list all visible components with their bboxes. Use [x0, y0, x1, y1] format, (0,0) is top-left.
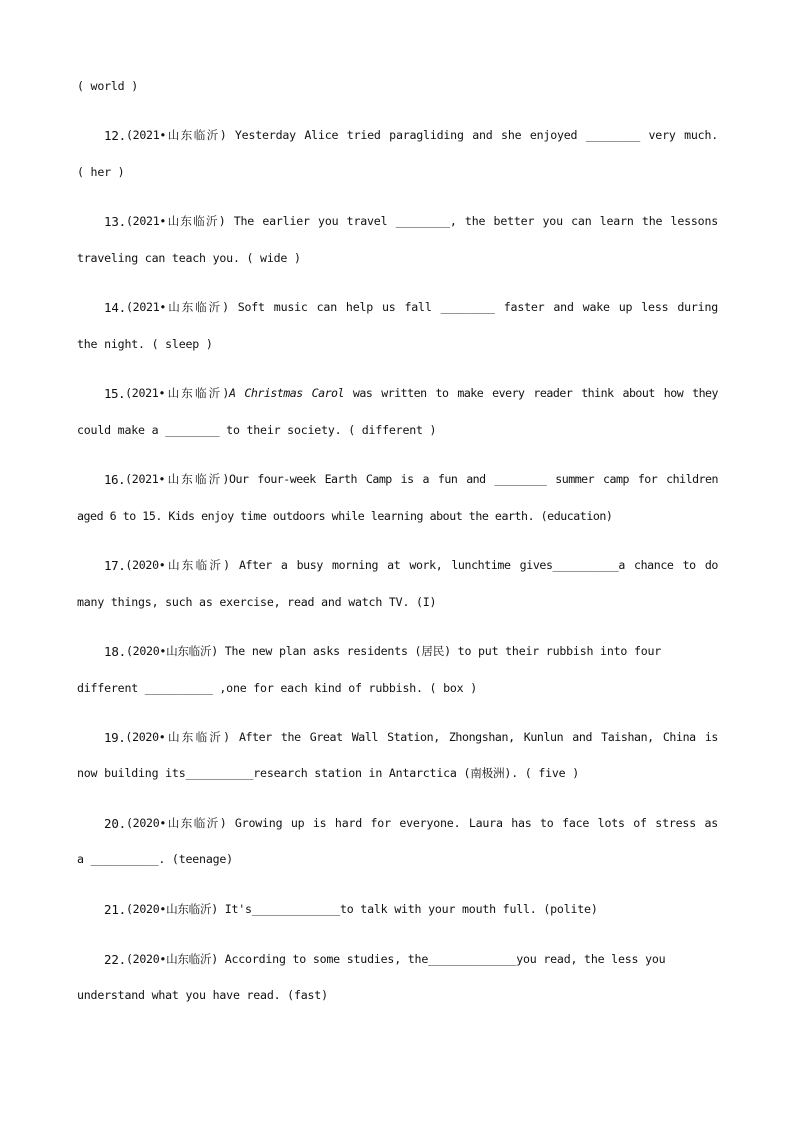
question-17-line-2: many things, such as exercise, read and watch TV. (I) — [77, 595, 437, 609]
question-20-line-1 — [77, 815, 718, 831]
question-source: (2021•山东临沂) — [125, 128, 227, 142]
question-text: The earlier you travel ________, the better you can learn the lessons — [233, 214, 719, 228]
question-text: Growing up is hard for everyone. Laura has to face lots of stress as — [234, 816, 719, 830]
question-20-line-2: a __________. (teenage) — [77, 852, 233, 866]
question-12-line-1 — [77, 127, 718, 143]
question-18-line-1 — [77, 643, 707, 659]
question-16-line-1 — [77, 471, 718, 487]
question-number: 13. — [104, 214, 126, 229]
question-text: Soft music can help us fall ________ faster and wake up less during — [237, 300, 719, 314]
question-source: (2020•山东临沂) — [125, 902, 218, 916]
question-source: (2020•山东临沂) — [125, 730, 230, 744]
question-19-line-2: now building its__________research station in Antarctica (南极洲). ( five ) — [77, 766, 580, 780]
question-21-line-1 — [77, 901, 718, 917]
question-source: (2021•山东临沂) — [125, 300, 229, 314]
question-16-line-2: aged 6 to 15. Kids enjoy time outdoors while learning about the earth. (education) — [77, 509, 613, 523]
question-22-line-2: understand what you have read. (fast) — [77, 988, 328, 1002]
question-17-line-1 — [77, 557, 718, 573]
question-number: 20. — [104, 816, 126, 831]
book-title: A Christmas Carol — [229, 386, 345, 400]
question-13-line-2: traveling can teach you. ( wide ) — [77, 251, 301, 265]
question-text: Our four-week Earth Camp is a fun and ________ summer camp for children — [229, 472, 718, 486]
question-number: 12. — [104, 128, 126, 143]
question-source: (2021•山东临沂) — [125, 214, 226, 228]
question-source: (2020•山东临沂) — [125, 644, 218, 658]
question-number: 18. — [104, 644, 126, 659]
question-13-line-1 — [77, 213, 718, 229]
question-18-line-2: different __________ ,one for each kind of rubbish. ( box ) — [77, 681, 478, 695]
question-text: It's_____________to talk with your mouth full. (polite) — [224, 902, 598, 916]
question-14-line-2: the night. ( sleep ) — [77, 337, 213, 351]
question-19-line-1 — [77, 729, 718, 745]
question-12-line-2: ( her ) — [77, 165, 125, 179]
question-number: 19. — [104, 730, 126, 745]
question-number: 22. — [104, 952, 126, 967]
question-text: After the Great Wall Station, Zhongshan, Kunlun and Taishan, China is — [238, 730, 718, 744]
question-text: The new plan asks residents (居民) to put their rubbish into four — [224, 644, 662, 658]
question-text: was written to make every reader think about how they — [352, 386, 719, 400]
question-22-line-1 — [77, 951, 707, 967]
question-text: After a busy morning at work, lunchtime gives__________a chance to do — [238, 558, 718, 572]
question-source: (2020•山东临沂) — [125, 952, 218, 966]
question-number: 21. — [104, 902, 126, 917]
question-text: Yesterday Alice tried paragliding and she enjoyed ________ very much. — [234, 128, 719, 142]
question-number: 15. — [104, 386, 126, 401]
question-number: 14. — [104, 300, 126, 315]
question-source: (2020•山东临沂) — [125, 816, 227, 830]
question-text: According to some studies, the_____________you read, the less you — [224, 952, 666, 966]
question-source: (2021•山东临沂) — [125, 472, 230, 486]
question-15-line-2: could make a ________ to their society. ( different ) — [77, 423, 437, 437]
question-source: (2021•山东临沂) — [125, 386, 230, 400]
question-number: 16. — [104, 472, 126, 487]
question-number: 17. — [104, 558, 126, 573]
hint-line: ( world ) — [77, 79, 139, 93]
question-14-line-1 — [77, 299, 718, 315]
question-15-line-1 — [77, 385, 718, 401]
question-source: (2020•山东临沂) — [125, 558, 230, 572]
